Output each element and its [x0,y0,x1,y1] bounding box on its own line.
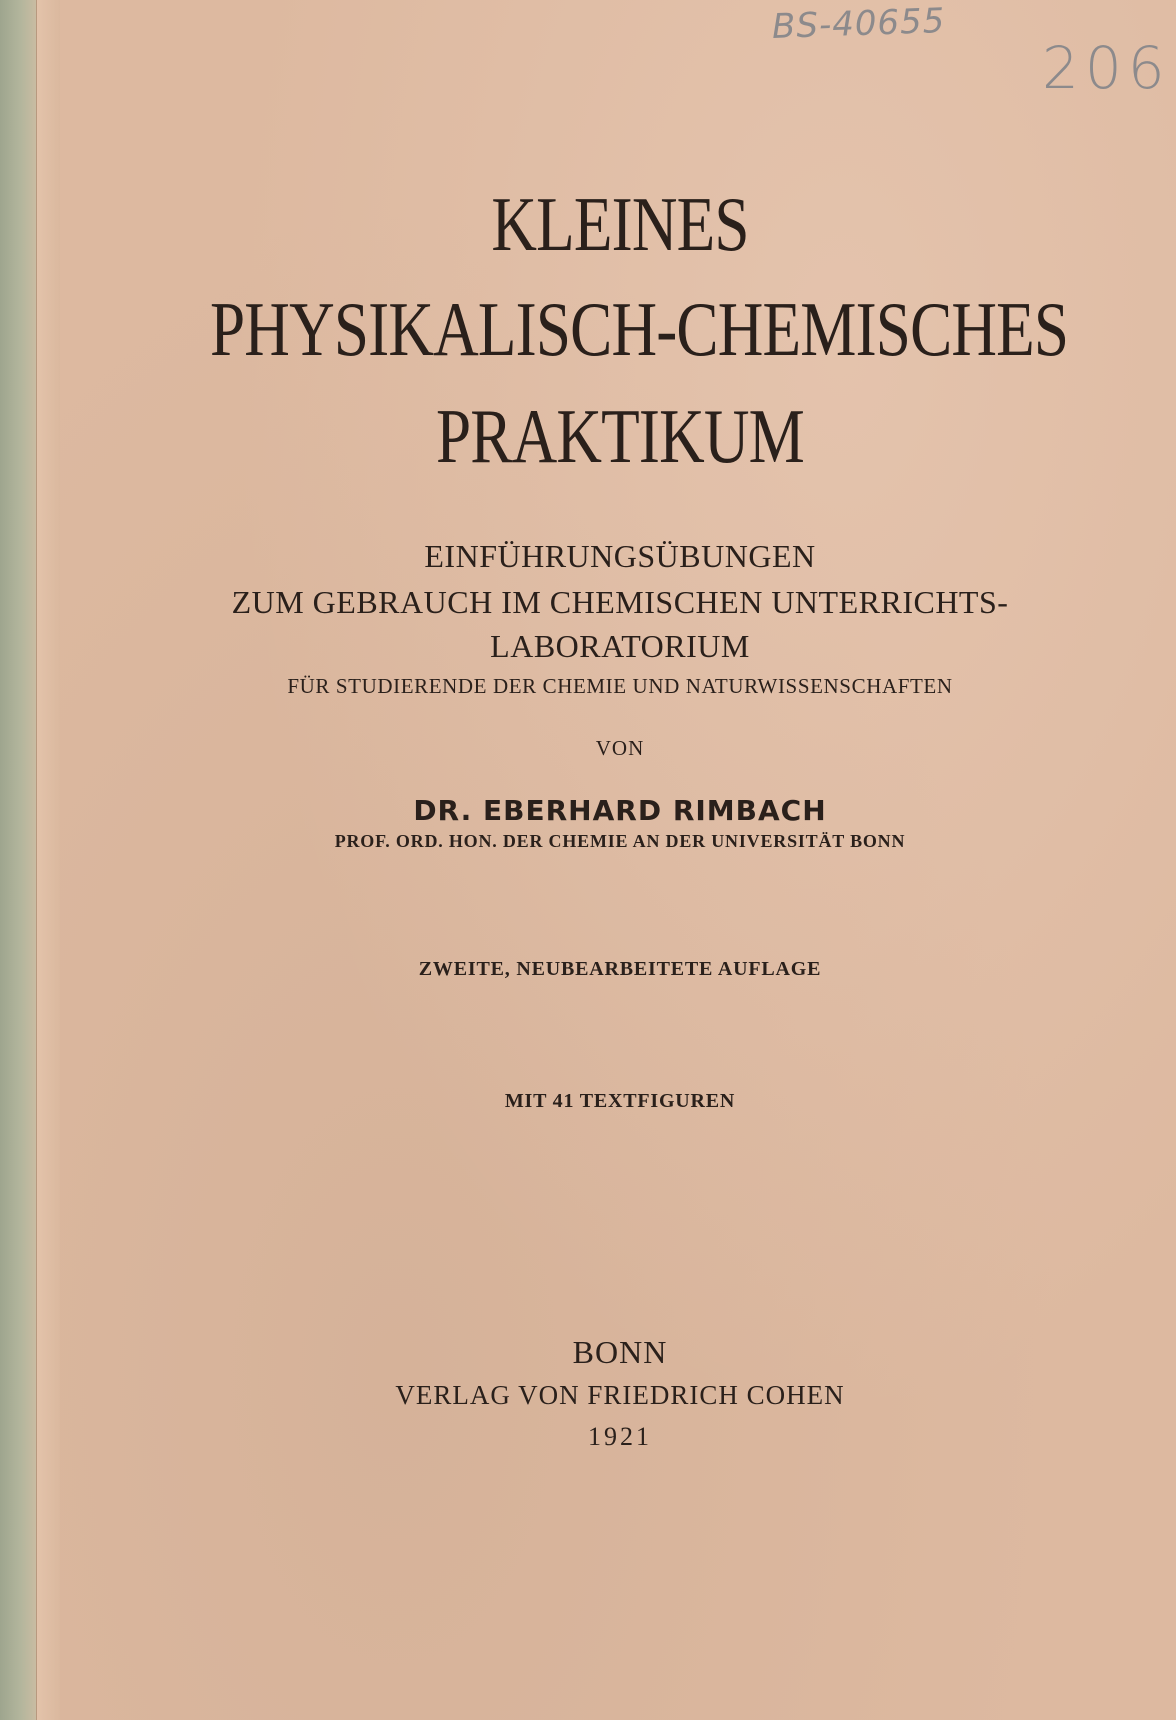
title-line-3: PRAKTIKUM [435,393,804,479]
author-affiliation: PROF. ORD. HON. DER CHEMIE AN DER UNIVERSITÄT BONN [334,831,906,851]
title-page [60,0,1176,1720]
imprint-year: 1921 [588,1422,652,1451]
subtitle-line-1: EINFÜHRUNGSÜBUNGEN [424,538,816,574]
handwritten-call-number: BS-40655 [771,0,946,48]
title-line-1: KLEINES [491,181,749,267]
handwritten-shelf-mark: 206 [1042,34,1171,102]
by-label: VON [595,736,645,760]
figures-note: MIT 41 TEXTFIGUREN [504,1090,736,1112]
book-binding-strip [0,0,36,1720]
subtitle-line-3: LABORATORIUM [490,628,750,664]
imprint-publisher: VERLAG VON FRIEDRICH COHEN [395,1380,845,1410]
author-name: DR. EBERHARD RIMBACH [413,794,827,827]
imprint-place: BONN [572,1334,668,1370]
edition-statement: ZWEITE, NEUBEARBEITETE AUFLAGE [418,958,822,980]
title-line-2: PHYSIKALISCH-CHEMISCHES [210,286,1069,372]
subtitle-audience: FÜR STUDIERENDE DER CHEMIE UND NATURWISSENSCHAFTEN [287,674,953,698]
subtitle-line-2: ZUM GEBRAUCH IM CHEMISCHEN UNTERRICHTS- [231,584,1009,620]
